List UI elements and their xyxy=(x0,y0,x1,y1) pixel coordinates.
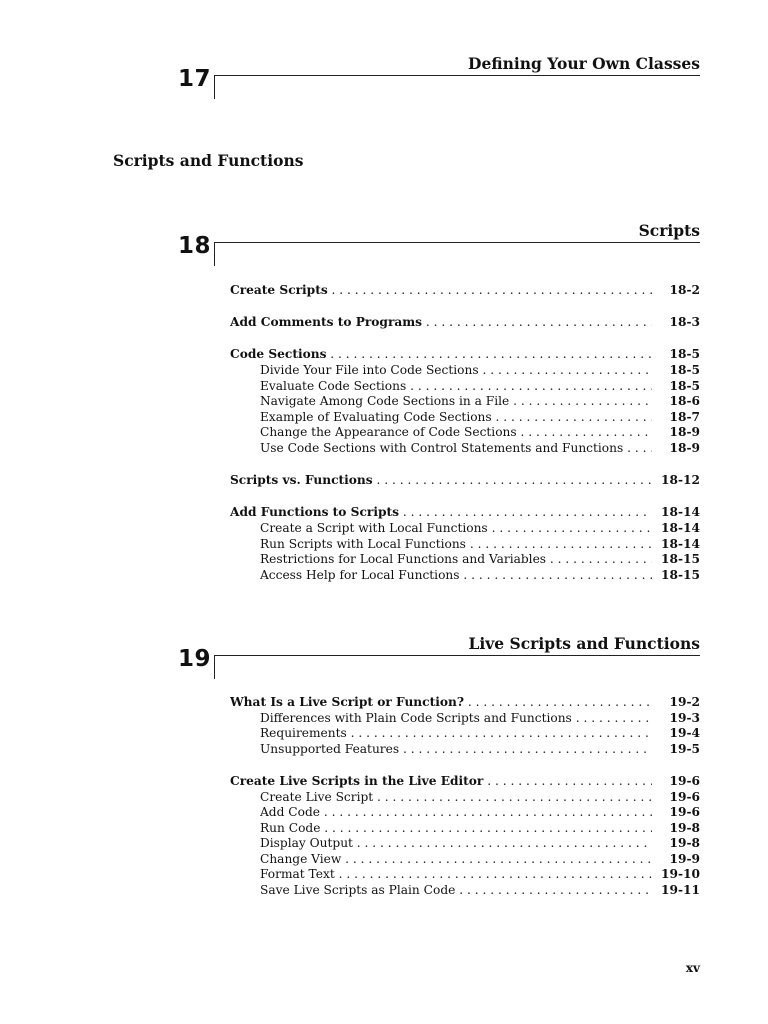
toc-entry-title: Add Code . . . xyxy=(260,804,652,820)
toc-subentry[interactable] xyxy=(230,710,700,726)
toc-entry-title: Scripts vs. Functions . . . xyxy=(230,472,652,488)
toc-entry[interactable] xyxy=(230,314,700,330)
toc-entry-title: Restrictions for Local Functions and Variables . . . xyxy=(260,551,652,567)
toc-entry-page: 19-6 xyxy=(664,804,701,820)
toc-entry-title: Run Code . . . xyxy=(260,820,652,836)
toc-entry-title: Change the Appearance of Code Sections . . . xyxy=(260,424,652,440)
chapter-rule xyxy=(214,655,700,656)
toc-entry-title: Create a Script with Local Functions . . . xyxy=(260,520,652,536)
toc-subentry[interactable] xyxy=(230,882,700,898)
toc-entry-title: Access Help for Local Functions . . . xyxy=(260,567,652,583)
toc-subentry[interactable] xyxy=(230,851,700,867)
toc-entry-title: Requirements . . . xyxy=(260,725,652,741)
toc-entry-title: Format Text . . . xyxy=(260,866,652,882)
toc-entry-page: 19-2 xyxy=(664,694,701,710)
toc-entry-page: 19-10 xyxy=(655,866,700,882)
chapter-rule-tick xyxy=(214,75,215,99)
toc-subentry[interactable] xyxy=(230,378,700,394)
toc-subentry[interactable] xyxy=(230,835,700,851)
toc-entry[interactable] xyxy=(230,346,700,362)
toc-entry-title: Display Output . . . xyxy=(260,835,652,851)
toc-subentry[interactable] xyxy=(230,551,700,567)
toc-entry-title: Save Live Scripts as Plain Code . . . xyxy=(260,882,652,898)
toc-entry-title: Example of Evaluating Code Sections . . . xyxy=(260,409,652,425)
toc-entry-title: Create Scripts . . . xyxy=(230,282,652,298)
chapter-rule-tick xyxy=(214,655,215,679)
toc-entry-title: Use Code Sections with Control Statements and Functions . . . xyxy=(260,440,652,456)
toc-entry-title: What Is a Live Script or Function? . . . xyxy=(230,694,652,710)
toc-entry-title: Code Sections . . . xyxy=(230,346,652,362)
toc-entry-title: Unsupported Features . . . xyxy=(260,741,652,757)
toc-entry-page: 18-14 xyxy=(655,504,700,520)
toc-entry-page: 18-5 xyxy=(664,346,701,362)
toc-entry-page: 18-2 xyxy=(664,282,701,298)
chapter-title: Scripts xyxy=(638,221,700,240)
toc-subentry[interactable] xyxy=(230,866,700,882)
toc-entry-title: Navigate Among Code Sections in a File . . . xyxy=(260,393,652,409)
toc-entry-page: 18-7 xyxy=(664,409,701,425)
toc-entry-page: 18-9 xyxy=(664,424,701,440)
page-number: xv xyxy=(685,961,700,975)
toc-entry-page: 18-12 xyxy=(655,472,700,488)
toc-subentry[interactable] xyxy=(230,789,700,805)
toc-subentry[interactable] xyxy=(230,725,700,741)
toc-entry-title: Add Comments to Programs . . . xyxy=(230,314,652,330)
toc-entry-page: 18-6 xyxy=(664,393,701,409)
chapter-title: Defining Your Own Classes xyxy=(468,54,700,73)
toc-entry-page: 19-5 xyxy=(664,741,701,757)
toc-entry-page: 19-6 xyxy=(664,773,701,789)
chapter-rule xyxy=(214,75,700,76)
toc-entry-page: 19-3 xyxy=(664,710,701,726)
chapter-number: 19 xyxy=(178,646,212,672)
toc-entry[interactable] xyxy=(230,694,700,710)
toc-entry[interactable] xyxy=(230,282,700,298)
toc-entry[interactable] xyxy=(230,472,700,488)
toc-subentry[interactable] xyxy=(230,424,700,440)
toc-entry-page: 19-4 xyxy=(664,725,701,741)
toc-subentry[interactable] xyxy=(230,362,700,378)
toc-subentry[interactable] xyxy=(230,520,700,536)
chapter-number: 18 xyxy=(178,233,212,259)
chapter-number: 17 xyxy=(178,66,212,92)
toc-entry-title: Run Scripts with Local Functions . . . xyxy=(260,536,652,552)
toc-entry-page: 19-8 xyxy=(664,820,701,836)
toc-entry-page: 19-11 xyxy=(655,882,700,898)
toc-entry-page: 19-8 xyxy=(664,835,701,851)
toc-entry-title: Differences with Plain Code Scripts and Functions . . . xyxy=(260,710,652,726)
toc-subentry[interactable] xyxy=(230,440,700,456)
toc-entry-title: Create Live Script . . . xyxy=(260,789,652,805)
chapter-rule xyxy=(214,242,700,243)
toc-entry-page: 18-3 xyxy=(664,314,701,330)
toc-subentry[interactable] xyxy=(230,567,700,583)
toc-entry-page: 18-5 xyxy=(664,362,701,378)
toc-subentry[interactable] xyxy=(230,820,700,836)
toc-entry-page: 18-15 xyxy=(655,551,700,567)
toc-subentry[interactable] xyxy=(230,409,700,425)
toc-entry-page: 18-5 xyxy=(664,378,701,394)
toc-entry-page: 18-15 xyxy=(655,567,700,583)
toc-entry-page: 18-14 xyxy=(655,536,700,552)
toc-entry-title: Create Live Scripts in the Live Editor . . . xyxy=(230,773,652,789)
toc-entry-page: 19-6 xyxy=(664,789,701,805)
toc-entry-page: 18-14 xyxy=(655,520,700,536)
chapter-title: Live Scripts and Functions xyxy=(468,634,700,653)
toc-subentry[interactable] xyxy=(230,393,700,409)
toc-entry-page: 18-9 xyxy=(664,440,701,456)
toc-entry-title: Change View . . . xyxy=(260,851,652,867)
toc-entry-title: Divide Your File into Code Sections . . . xyxy=(260,362,652,378)
toc-entry-title: Evaluate Code Sections . . . xyxy=(260,378,652,394)
toc-subentry[interactable] xyxy=(230,741,700,757)
toc-entry[interactable] xyxy=(230,773,700,789)
part-title: Scripts and Functions xyxy=(113,151,304,170)
toc-entry-page: 19-9 xyxy=(664,851,701,867)
toc-entry[interactable] xyxy=(230,504,700,520)
toc-entry-title: Add Functions to Scripts . . . xyxy=(230,504,652,520)
chapter-rule-tick xyxy=(214,242,215,266)
toc-subentry[interactable] xyxy=(230,804,700,820)
toc-subentry[interactable] xyxy=(230,536,700,552)
